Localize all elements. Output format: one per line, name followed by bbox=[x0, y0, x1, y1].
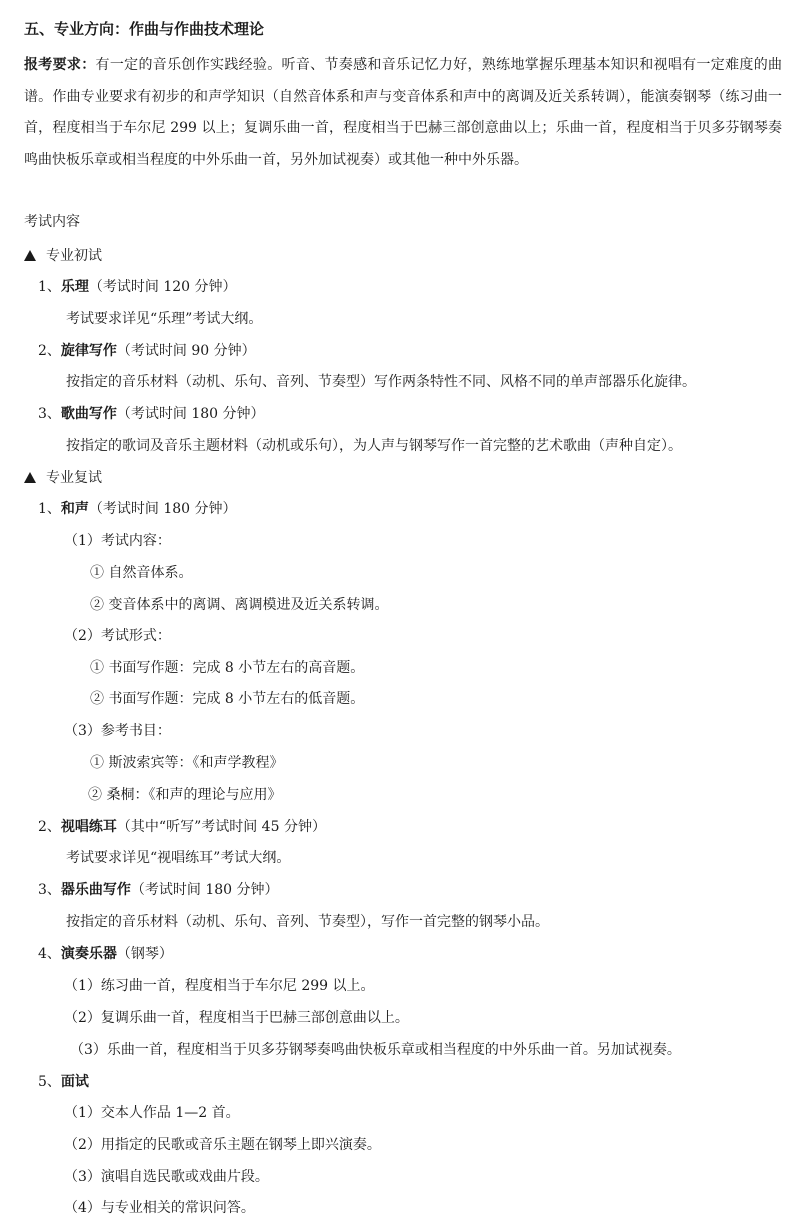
performance-item: （1）练习曲一首，程度相当于车尔尼 299 以上。 bbox=[64, 978, 375, 994]
harmony-books-label: （3）参考书目： bbox=[64, 723, 171, 739]
retest-item-interview: 5、面试 bbox=[38, 1074, 89, 1090]
retest-item-instrumental: 3、器乐曲写作（考试时间 180 分钟） bbox=[38, 882, 279, 898]
harmony-form-label: （2）考试形式： bbox=[64, 628, 171, 644]
retest-heading: 专业复试 bbox=[24, 468, 102, 488]
harmony-content-item: ② 变音体系中的离调、离调模进及近关系转调。 bbox=[90, 597, 389, 613]
section-heading: 五、专业方向：作曲与作曲技术理论 bbox=[24, 20, 265, 38]
prelim-item-song: 3、歌曲写作（考试时间 180 分钟） bbox=[38, 406, 265, 422]
performance-item: （2）复调乐曲一首，程度相当于巴赫三部创意曲以上。 bbox=[64, 1010, 409, 1026]
harmony-form-item: ② 书面写作题：完成 8 小节左右的低音题。 bbox=[90, 691, 365, 707]
retest-item-sight-singing: 2、视唱练耳（其中“听写”考试时间 45 分钟） bbox=[38, 819, 326, 835]
preliminary-heading: 专业初试 bbox=[24, 246, 102, 266]
interview-item: （1）交本人作品 1—2 首。 bbox=[64, 1105, 240, 1121]
prelim-item-music-theory-desc: 考试要求详见“乐理”考试大纲。 bbox=[66, 311, 263, 327]
triangle-bullet-icon bbox=[24, 250, 36, 261]
interview-item: （4）与专业相关的常识问答。 bbox=[64, 1200, 255, 1216]
prelim-item-melody: 2、旋律写作（考试时间 90 分钟） bbox=[38, 343, 256, 359]
retest-item-harmony: 1、和声（考试时间 180 分钟） bbox=[38, 501, 237, 517]
harmony-content-label: （1）考试内容： bbox=[64, 533, 171, 549]
requirements-paragraph bbox=[24, 50, 782, 176]
prelim-item-melody-desc: 按指定的音乐材料（动机、乐句、音列、节奏型）写作两条特性不同、风格不同的单声部器乐化旋律。 bbox=[66, 374, 696, 390]
sight-singing-desc: 考试要求详见“视唱练耳”考试大纲。 bbox=[66, 850, 291, 866]
harmony-book-item: ① 斯波索宾等：《和声学教程》 bbox=[90, 755, 284, 771]
requirements-text: 有一定的音乐创作实践经验。听音、节奏感和音乐记忆力好，熟练地掌握乐理基本知识和视唱有一定难度的曲谱。作曲专业要求有初步的和声学知识（自然音体系和声与变音体系和声中的离调及近关系转调），能演奏钢琴（练习曲一首，程度相当于车尔尼 299 以上；复调乐曲一首，程度相当于巴赫三部创意曲以上；乐曲一首，程度相当于贝多芬钢琴奏鸣曲快板乐章或相当程度的中外乐曲一首，另外加试视奏）或其他一种中外乐器。 bbox=[24, 57, 783, 168]
retest-item-performance: 4、演奏乐器（钢琴） bbox=[38, 946, 173, 962]
triangle-bullet-icon bbox=[24, 472, 36, 483]
instrumental-desc: 按指定的音乐材料（动机、乐句、音列、节奏型），写作一首完整的钢琴小品。 bbox=[66, 914, 549, 930]
harmony-form-item: ① 书面写作题：完成 8 小节左右的高音题。 bbox=[90, 660, 365, 676]
performance-item: （3）乐曲一首，程度相当于贝多芬钢琴奏鸣曲快板乐章或相当程度的中外乐曲一首。另加试视奏。 bbox=[70, 1042, 681, 1058]
prelim-item-music-theory: 1、乐理（考试时间 120 分钟） bbox=[38, 279, 237, 295]
harmony-content-item: ① 自然音体系。 bbox=[90, 565, 193, 581]
requirements-label: 报考要求： bbox=[24, 57, 96, 73]
interview-item: （2）用指定的民歌或音乐主题在钢琴上即兴演奏。 bbox=[64, 1137, 381, 1153]
prelim-item-song-desc: 按指定的歌词及音乐主题材料（动机或乐句），为人声与钢琴写作一首完整的艺术歌曲（声种自定）。 bbox=[66, 438, 682, 454]
harmony-book-item: ② 桑桐：《和声的理论与应用》 bbox=[88, 787, 282, 803]
interview-item: （3）演唱自选民歌或戏曲片段。 bbox=[64, 1169, 269, 1185]
exam-content-title: 考试内容 bbox=[24, 214, 80, 230]
